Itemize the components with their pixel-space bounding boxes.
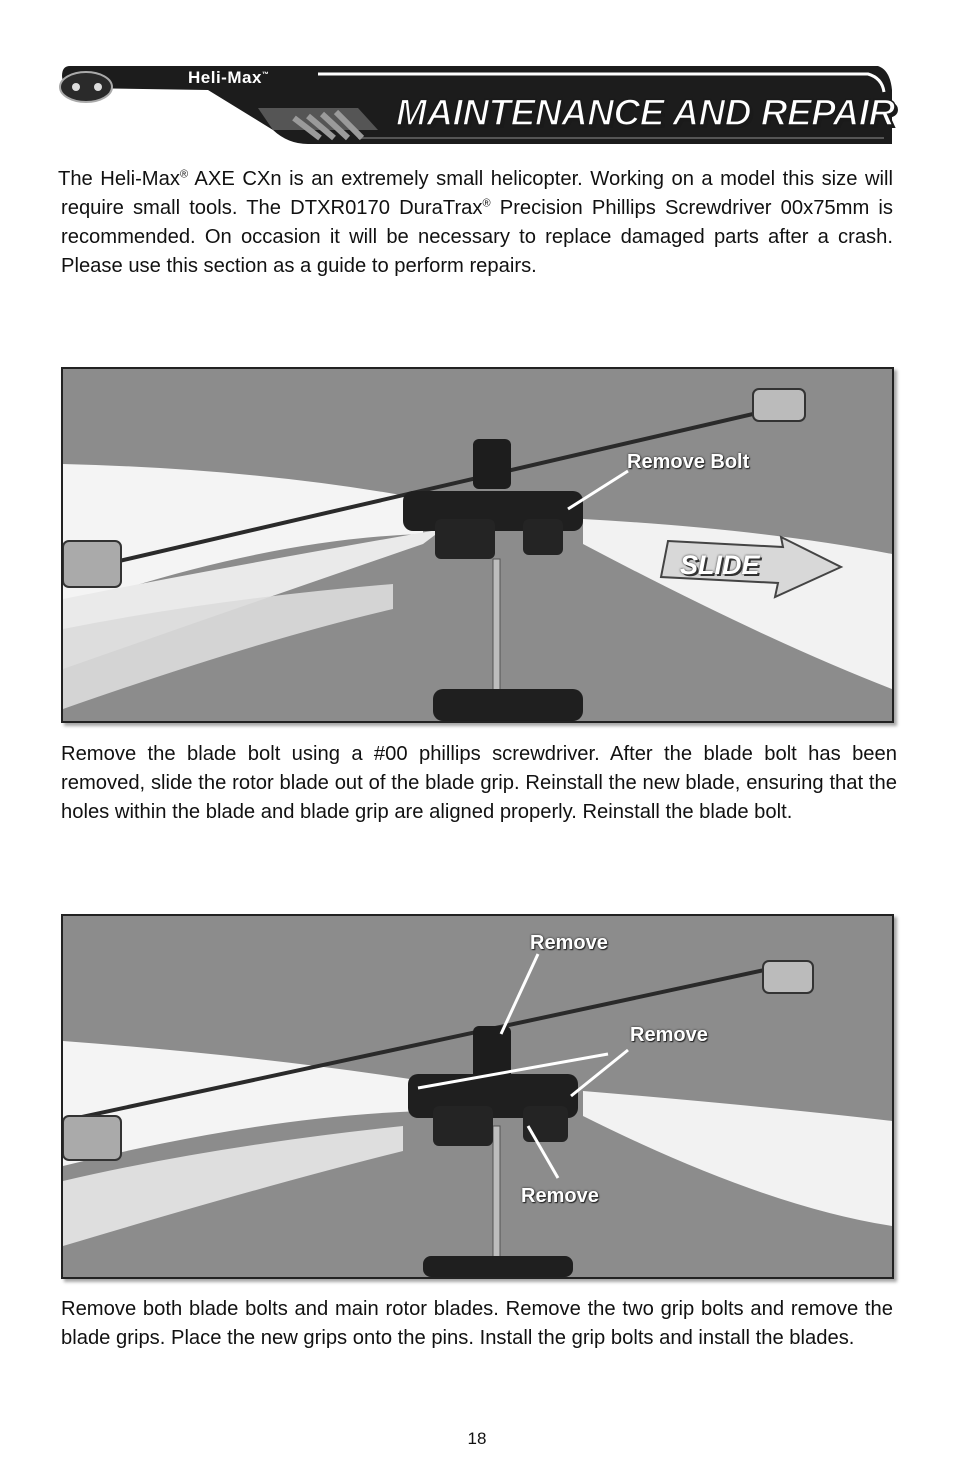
figure-2-caption: Remove both blade bolts and main rotor blades. Remove the two grip bolts and remove the blade grips. Place the new grips onto the pins. Install the grip bolts and install the blades.	[61, 1298, 893, 1349]
callout-slide: SLIDE	[680, 550, 760, 580]
callout-remove-bolt: Remove Bolt	[627, 451, 750, 473]
page-title: MAINTENANCE AND REPAIR	[396, 92, 895, 133]
figure-1-photo	[61, 367, 894, 723]
rotor-hub-icon	[60, 72, 112, 102]
callout-remove-middle: Remove	[630, 1024, 708, 1046]
brand-logo: Heli-Max™	[188, 68, 270, 87]
intro-paragraph: The Heli-Max® AXE CXn is an extremely small helicopter. Working on a model this size will require small tools. The DTXR0170 DuraTrax® Precision Phillips Screwdriver 00x75mm is recommended. On occasion it will be necessary to replace damaged parts after a crash. Please use this section as a guide to perform repairs.	[58, 168, 894, 277]
page-number: 18	[467, 1429, 487, 1448]
callout-remove-top: Remove	[530, 932, 608, 954]
figure-2-photo	[61, 914, 894, 1279]
figure-1-caption: Remove the blade bolt using a #00 phillips screwdriver. After the blade bolt has been removed, slide the rotor blade out of the blade grip. Reinstall the new blade, ensuring that the holes within the blade and blade grip are aligned properly. Reinstall the blade bolt.	[61, 743, 897, 823]
callout-remove-bottom: Remove	[521, 1185, 599, 1207]
